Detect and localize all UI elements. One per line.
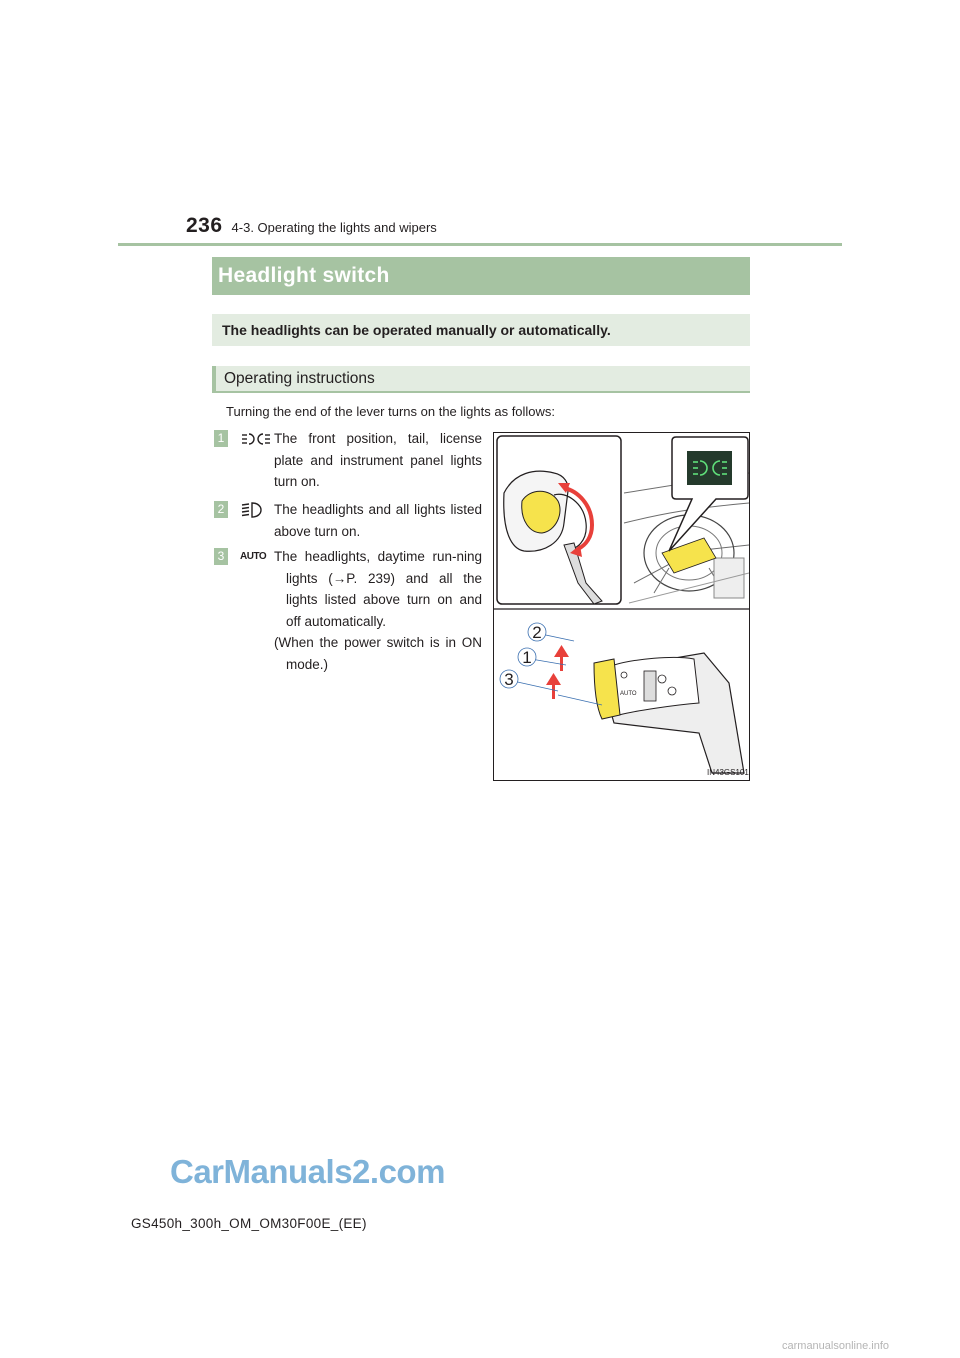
lever-closeup <box>594 653 744 773</box>
intro-text: Turning the end of the lever turns on the lights as follows: <box>226 404 556 419</box>
headlight-switch-illustration <box>493 432 750 781</box>
item-description-line: The headlights, daytime run-ning lights (→P. 239) and all the lights listed above turn on and off automatically. <box>274 549 482 629</box>
item-description: The headlights and all lights listed above turn on. <box>274 502 482 539</box>
section-reference: 4-3. Operating the lights and wipers <box>231 220 437 235</box>
item-description <box>274 546 482 675</box>
headlight-icon <box>240 502 272 518</box>
item-description-note: (When the power switch is in ON mode.) <box>274 635 482 672</box>
lever-highlight <box>662 538 716 573</box>
figure-code: IN43GS101 <box>707 768 749 777</box>
auto-icon: AUTO <box>240 551 267 562</box>
page-number: 236 <box>186 214 223 237</box>
header-divider <box>118 243 842 246</box>
lever-auto-label: AUTO <box>620 691 637 697</box>
section-title: Headlight switch <box>212 257 750 295</box>
item-number: 2 <box>214 501 228 518</box>
watermark-logo: CarManuals2.com <box>170 1153 445 1190</box>
item-number: 1 <box>214 430 228 447</box>
list-item <box>214 428 482 493</box>
watermark-url: carmanualsonline.info <box>782 1340 890 1352</box>
item-description: The front position, tail, license plate and instrument panel lights turn on. <box>274 431 482 489</box>
callout-leader-lines <box>513 634 602 705</box>
item-number: 3 <box>214 548 228 565</box>
side-light-icon <box>240 431 272 447</box>
document-code: GS450h_300h_OM_OM30F00E_(EE) <box>131 1216 367 1231</box>
list-item <box>214 499 482 542</box>
callout-2: 2 <box>532 623 542 642</box>
list-item <box>214 546 482 675</box>
callout-3: 3 <box>504 670 514 689</box>
callout-1: 1 <box>522 648 532 667</box>
page-header <box>186 214 437 238</box>
subsection-title: Operating instructions <box>212 366 750 393</box>
lead-text: The headlights can be operated manually or automatically. <box>212 314 750 346</box>
